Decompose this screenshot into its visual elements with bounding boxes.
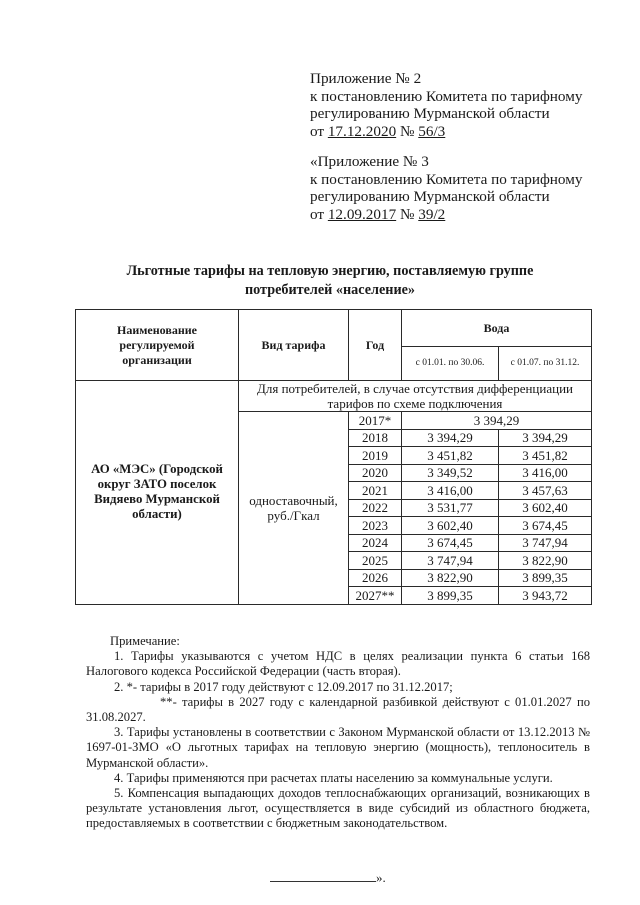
signature-underline bbox=[270, 871, 376, 882]
value-cell-merged: 3 394,29 bbox=[402, 412, 592, 430]
appendix-title: Приложение № 2 bbox=[310, 70, 422, 87]
number-prefix: № bbox=[396, 122, 419, 140]
title-line: Льготные тарифы на тепловую энергию, поставляемую группе bbox=[126, 263, 534, 279]
value-cell-p2: 3 747,94 bbox=[499, 534, 592, 552]
year-cell: 2020 bbox=[349, 464, 402, 482]
value-cell-p1: 3 349,52 bbox=[402, 464, 499, 482]
appendix-date-line bbox=[310, 206, 582, 224]
value-cell-p1: 3 899,35 bbox=[402, 587, 499, 605]
title-line: потребителей «население» bbox=[244, 282, 416, 298]
consumers-note: Для потребителей, в случае отсутствия дифференциации тарифов по схеме подключения bbox=[239, 381, 592, 412]
value-cell-p2: 3 674,45 bbox=[499, 517, 592, 535]
note-item: 2. *- тарифы в 2017 году действуют с 12.09.2017 по 31.12.2017; bbox=[114, 679, 453, 694]
appendix-date-line bbox=[310, 123, 582, 141]
appendix-line: к постановлению Комитета по тарифному bbox=[310, 170, 583, 188]
year-cell: 2022 bbox=[349, 499, 402, 517]
value-cell-p1: 3 674,45 bbox=[402, 534, 499, 552]
value-cell-p1: 3 531,77 bbox=[402, 499, 499, 517]
appendix-line: к постановлению Комитета по тарифному bbox=[310, 87, 583, 105]
appendix-header-current bbox=[310, 70, 582, 140]
appendix-header-previous bbox=[310, 153, 582, 223]
year-cell: 2018 bbox=[349, 429, 402, 447]
value-cell-p2: 3 416,00 bbox=[499, 464, 592, 482]
year-cell: 2019 bbox=[349, 447, 402, 465]
tariff-table bbox=[75, 309, 592, 605]
year-cell: 2017* bbox=[349, 412, 402, 430]
org-name-cell: АО «МЭС» (Городской округ ЗАТО поселок Видяево Мурманской области) bbox=[76, 381, 239, 605]
closing-quote: ». bbox=[376, 870, 386, 885]
value-cell-p2: 3 822,90 bbox=[499, 552, 592, 570]
value-cell-p2: 3 943,72 bbox=[499, 587, 592, 605]
appendix-date: 17.12.2020 bbox=[327, 122, 397, 140]
appendix-number: 56/3 bbox=[418, 122, 446, 140]
year-cell: 2025 bbox=[349, 552, 402, 570]
closing-line bbox=[270, 870, 386, 886]
date-prefix: от bbox=[310, 122, 328, 140]
value-cell-p2: 3 602,40 bbox=[499, 499, 592, 517]
year-cell: 2024 bbox=[349, 534, 402, 552]
header-period-2: с 01.07. по 31.12. bbox=[499, 347, 592, 381]
appendix-title: «Приложение № 3 bbox=[310, 153, 429, 170]
appendix-line: регулированию Мурманской области bbox=[310, 105, 550, 122]
note-item: 1. Тарифы указываются с учетом НДС в целях реализации пункта 6 статьи 168 Налогового кодекса Российской Федерации (часть вторая). bbox=[86, 649, 590, 679]
appendix-line: регулированию Мурманской области bbox=[310, 188, 550, 205]
appendix-number: 39/2 bbox=[418, 205, 446, 223]
value-cell-p1: 3 451,82 bbox=[402, 447, 499, 465]
value-cell-p2: 3 451,82 bbox=[499, 447, 592, 465]
note-item: 3. Тарифы установлены в соответствии с Законом Мурманской области от 13.12.2013 № 1697-01-ЗМО «О льготных тарифах на тепловую энергию (мощность), теплоноситель в Мурманской области». bbox=[86, 725, 590, 770]
year-cell: 2026 bbox=[349, 569, 402, 587]
number-prefix: № bbox=[396, 205, 419, 223]
tariff-type-cell: одноставочный, руб./Гкал bbox=[239, 412, 349, 605]
header-period-1: с 01.01. по 30.06. bbox=[402, 347, 499, 381]
value-cell-p2: 3 394,29 bbox=[499, 429, 592, 447]
header-water: Вода bbox=[402, 310, 592, 347]
value-cell-p2: 3 457,63 bbox=[499, 482, 592, 500]
value-cell-p1: 3 602,40 bbox=[402, 517, 499, 535]
appendix-date: 12.09.2017 bbox=[327, 205, 397, 223]
notes-heading: Примечание: bbox=[110, 634, 180, 648]
header-tariff-type: Вид тарифа bbox=[239, 310, 349, 381]
year-cell: 2027** bbox=[349, 587, 402, 605]
document-title bbox=[80, 262, 580, 300]
year-cell: 2021 bbox=[349, 482, 402, 500]
header-year: Год bbox=[349, 310, 402, 381]
year-cell: 2023 bbox=[349, 517, 402, 535]
note-item: 4. Тарифы применяются при расчетах платы населению за коммунальные услуги. bbox=[114, 770, 553, 785]
value-cell-p1: 3 822,90 bbox=[402, 569, 499, 587]
note-item: **- тарифы в 2027 году с календарной разбивкой действуют с 01.01.2027 по 31.08.2027. bbox=[86, 694, 590, 725]
value-cell-p1: 3 394,29 bbox=[402, 429, 499, 447]
value-cell-p1: 3 416,00 bbox=[402, 482, 499, 500]
date-prefix: от bbox=[310, 205, 328, 223]
notes-section bbox=[86, 634, 590, 832]
note-item: 5. Компенсация выпадающих доходов теплоснабжающих организаций, возникающих в результате установления льгот, осуществляется в виде субсидий из областного бюджета, предоставляемых в соответствии с бюджетным законодательством. bbox=[86, 786, 590, 831]
value-cell-p1: 3 747,94 bbox=[402, 552, 499, 570]
header-org: Наименование регулируемой организации bbox=[76, 310, 239, 381]
value-cell-p2: 3 899,35 bbox=[499, 569, 592, 587]
